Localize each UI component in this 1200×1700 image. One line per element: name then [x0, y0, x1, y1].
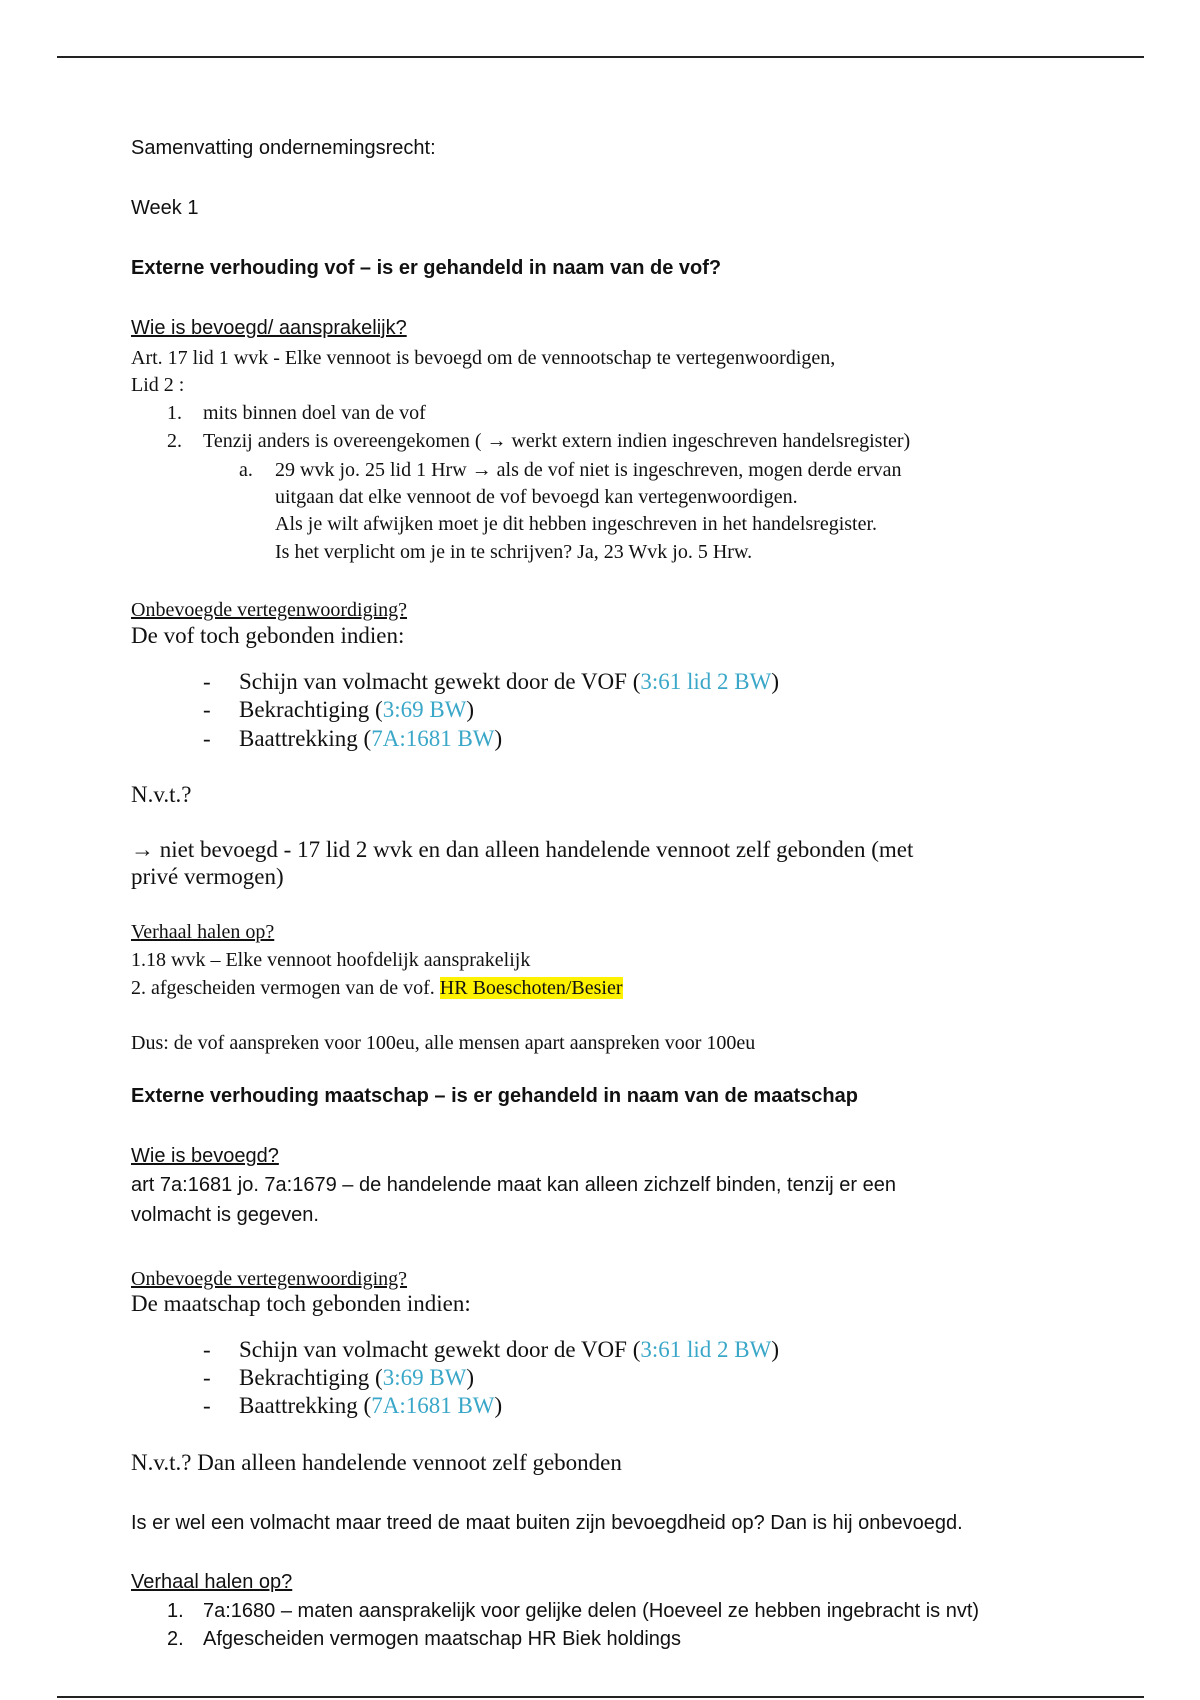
- week-label: Week 1: [131, 197, 199, 219]
- bound-intro: De vof toch gebonden indien:: [131, 623, 405, 648]
- not-authorized-text: privé vermogen): [131, 864, 284, 889]
- section-heading-maatschap: Externe verhouding maatschap – is er gehandeld in naam van de maatschap: [131, 1085, 858, 1107]
- liability-text: 2. afgescheiden vermogen van de vof. HR Boeschoten/Besier: [131, 977, 623, 999]
- lid-2-label: Lid 2 :: [131, 374, 185, 396]
- sub-list-text: uitgaan dat elke vennoot de vof bevoegd kan vertegenwoordigen.: [275, 486, 798, 508]
- sub-list-text: Als je wilt afwijken moet je dit hebben ingeschreven in het handelsregister.: [275, 513, 878, 535]
- art-7a-text: art 7a:1681 jo. 7a:1679 – de handelende maat kan alleen zichzelf binden, tenzij er een: [131, 1174, 896, 1196]
- highlighted-case: HR Boeschoten/Besier: [439, 977, 623, 999]
- nvt-text: N.v.t.? Dan alleen handelende vennoot zelf gebonden: [131, 1450, 622, 1475]
- liability-text: 1.18 wvk – Elke vennoot hoofdelijk aansprakelijk: [131, 949, 531, 971]
- summary-text: Dus: de vof aanspreken voor 100eu, alle mensen apart aanspreken voor 100eu: [131, 1032, 756, 1054]
- nvt-text: N.v.t.?: [131, 782, 192, 807]
- law-reference-link[interactable]: 3:61 lid 2 BW: [640, 669, 772, 694]
- subheading-onbevoegd: Onbevoegde vertegenwoordiging?: [131, 1268, 408, 1290]
- law-reference-link[interactable]: 3:69 BW: [382, 1365, 467, 1390]
- law-reference-link[interactable]: 3:61 lid 2 BW: [640, 1337, 772, 1362]
- header-rule: [57, 56, 1144, 58]
- law-reference-link[interactable]: 7A:1681 BW: [371, 726, 495, 751]
- art-17-text: Art. 17 lid 1 wvk - Elke vennoot is bevoegd om de vennootschap te vertegenwoordigen,: [131, 347, 836, 369]
- sub-list-text: Is het verplicht om je in te schrijven? Ja, 23 Wvk jo. 5 Hrw.: [275, 541, 753, 563]
- art-7a-text: volmacht is gegeven.: [131, 1204, 319, 1226]
- not-authorized-text: → niet bevoegd - 17 lid 2 wvk en dan alleen handelende vennoot zelf gebonden (met: [131, 837, 914, 862]
- subheading-verhaal: Verhaal halen op?: [131, 921, 275, 943]
- law-reference-link[interactable]: 7A:1681 BW: [371, 1393, 495, 1418]
- subheading-bevoegd: Wie is bevoegd/ aansprakelijk?: [131, 317, 407, 339]
- volmacht-text: Is er wel een volmacht maar treed de maat buiten zijn bevoegdheid op? Dan is hij onbevoegd.: [131, 1512, 963, 1534]
- subheading-verhaal: Verhaal halen op?: [131, 1571, 293, 1593]
- document-title: Samenvatting ondernemingsrecht:: [131, 137, 436, 159]
- subheading-bevoegd: Wie is bevoegd?: [131, 1145, 279, 1167]
- footer-rule: [57, 1696, 1144, 1698]
- law-reference-link[interactable]: 3:69 BW: [382, 697, 467, 722]
- subheading-onbevoegd: Onbevoegde vertegenwoordiging?: [131, 599, 408, 621]
- bound-intro: De maatschap toch gebonden indien:: [131, 1291, 471, 1316]
- section-heading-vof: Externe verhouding vof – is er gehandeld in naam van de vof?: [131, 257, 722, 279]
